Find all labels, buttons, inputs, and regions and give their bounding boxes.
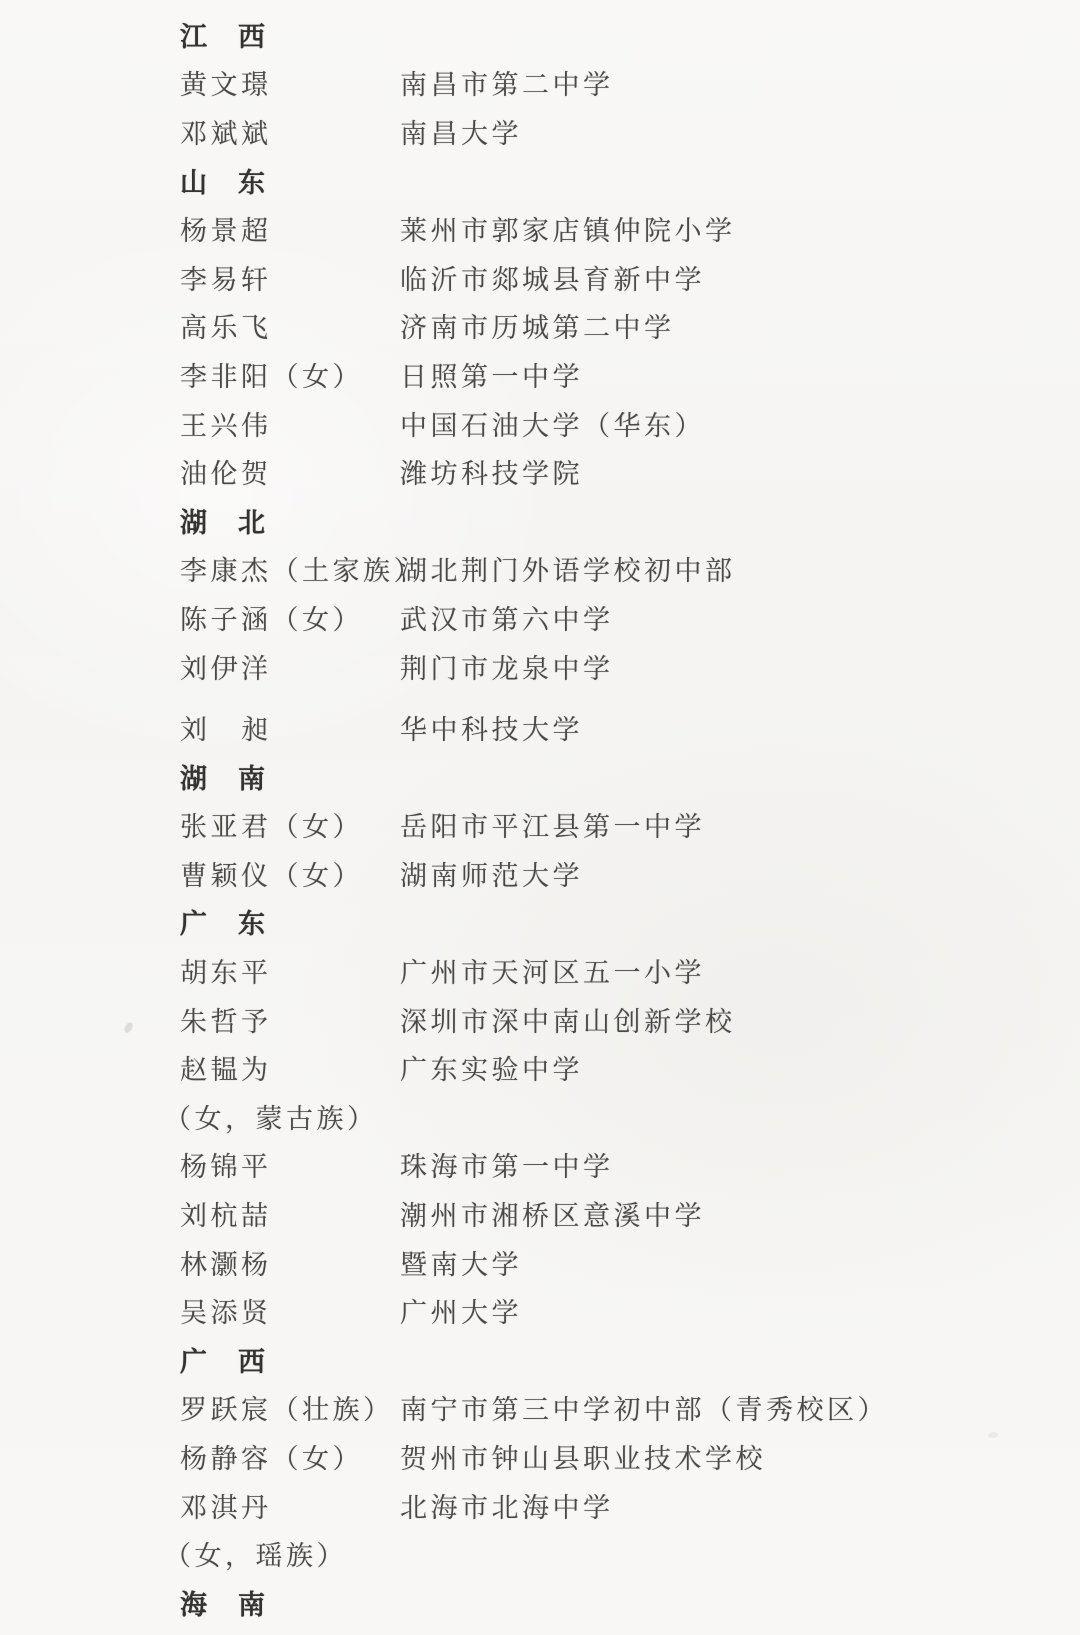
- school-name: 湖北荆门外语学校初中部: [400, 556, 736, 588]
- person-name: 朱哲予: [180, 1006, 272, 1038]
- school-name: 中国石油大学（华东）: [400, 410, 705, 442]
- gender-ethnicity-note-row: [164, 1092, 1080, 1141]
- province-header-row: [180, 156, 1080, 205]
- entry-row: [180, 1141, 1080, 1190]
- school-name: 日照第一中学: [400, 361, 583, 393]
- person-name: 张亚君（女）: [180, 812, 363, 844]
- note-text: （女，瑶族）: [164, 1541, 347, 1573]
- entry-row: [180, 593, 1080, 642]
- school-name: 贺州市钟山县职业技术学校: [400, 1444, 766, 1476]
- school-name: 湖南师范大学: [400, 860, 583, 892]
- entry-row: [180, 849, 1080, 898]
- school-name: 珠海市第一中学: [400, 1152, 614, 1184]
- school-name: 南宁市第三中学初中部（青秀校区）: [400, 1395, 888, 1427]
- person-name: 王兴伟: [180, 410, 272, 442]
- entry-row: [180, 703, 1080, 752]
- province-header-row: [180, 1578, 1080, 1627]
- school-name: 荆门市龙泉中学: [400, 653, 614, 685]
- entry-row: [180, 59, 1080, 108]
- province-header-text: 广 西: [180, 1346, 267, 1378]
- entry-row: [180, 1043, 1080, 1092]
- note-text: （女，蒙古族）: [164, 1103, 378, 1135]
- school-name: 南昌市第二中学: [400, 70, 614, 102]
- entry-row: [180, 642, 1080, 691]
- person-name: 刘杭喆: [180, 1201, 272, 1233]
- province-header-row: [180, 10, 1080, 59]
- person-name: 李非阳（女）: [180, 361, 363, 393]
- school-name: 华中科技大学: [400, 715, 583, 747]
- person-name: 杨锦平: [180, 1152, 272, 1184]
- entry-row: [180, 1432, 1080, 1481]
- entry-row: [180, 302, 1080, 351]
- entry-row: [180, 253, 1080, 302]
- entry-row: [180, 801, 1080, 850]
- province-header-text: 广 东: [180, 909, 267, 941]
- entry-row: [180, 350, 1080, 399]
- entry-row: [180, 204, 1080, 253]
- person-name: 胡东平: [180, 958, 272, 990]
- person-name: 高乐飞: [180, 313, 272, 345]
- school-name: 岳阳市平江县第一中学: [400, 812, 705, 844]
- province-header-text: 山 东: [180, 167, 267, 199]
- person-name: 赵韫为: [180, 1055, 272, 1087]
- school-name: 南昌大学: [400, 118, 522, 150]
- province-header-row: [180, 752, 1080, 801]
- entry-row: [180, 107, 1080, 156]
- person-name: 罗跃宸（壮族）: [180, 1395, 394, 1427]
- person-name: 邓淇丹: [180, 1492, 272, 1524]
- entry-row: [180, 1189, 1080, 1238]
- person-name: 刘伊洋: [180, 653, 272, 685]
- person-name: 陈子涵（女）: [180, 604, 363, 636]
- school-name: 北海市北海中学: [400, 1492, 614, 1524]
- person-name: 林灏杨: [180, 1249, 272, 1281]
- entry-row: [180, 399, 1080, 448]
- person-name: 杨静容（女）: [180, 1444, 363, 1476]
- school-name: 济南市历城第二中学: [400, 313, 675, 345]
- entry-row: [180, 1286, 1080, 1335]
- province-header-row: [180, 1335, 1080, 1384]
- school-name: 暨南大学: [400, 1249, 522, 1281]
- gender-ethnicity-note-row: [164, 1529, 1080, 1578]
- province-header-text: 湖 南: [180, 763, 267, 795]
- entry-row: [180, 1238, 1080, 1287]
- school-name: 广东实验中学: [400, 1055, 583, 1087]
- person-name: 刘 昶: [180, 715, 272, 747]
- province-header-row: [180, 496, 1080, 545]
- person-name: 李康杰（土家族）: [180, 556, 424, 588]
- person-name: 杨景超: [180, 216, 272, 248]
- province-header-row: [180, 898, 1080, 947]
- school-name: 潮州市湘桥区意溪中学: [400, 1201, 705, 1233]
- entry-row: [180, 1481, 1080, 1530]
- school-name: 武汉市第六中学: [400, 604, 614, 636]
- province-header-text: 海 南: [180, 1589, 267, 1621]
- person-name: 吴添贤: [180, 1298, 272, 1330]
- person-name: 黄文璟: [180, 70, 272, 102]
- entry-row: [180, 1384, 1080, 1433]
- person-name: 油伦贺: [180, 459, 272, 491]
- entry-row: [180, 946, 1080, 995]
- school-name: 莱州市郭家店镇仲院小学: [400, 216, 736, 248]
- province-header-text: 湖 北: [180, 507, 267, 539]
- entry-row: [180, 447, 1080, 496]
- school-name: 临沂市郯城县育新中学: [400, 264, 705, 296]
- school-name: 潍坊科技学院: [400, 459, 583, 491]
- school-name: 广州大学: [400, 1298, 522, 1330]
- entry-row: [180, 545, 1080, 594]
- school-name: 深圳市深中南山创新学校: [400, 1006, 736, 1038]
- school-name: 广州市天河区五一小学: [400, 958, 705, 990]
- entry-row: [180, 995, 1080, 1044]
- person-name: 李易轩: [180, 264, 272, 296]
- province-header-text: 江 西: [180, 21, 267, 53]
- person-name: 曹颖仪（女）: [180, 860, 363, 892]
- person-name: 邓斌斌: [180, 118, 272, 150]
